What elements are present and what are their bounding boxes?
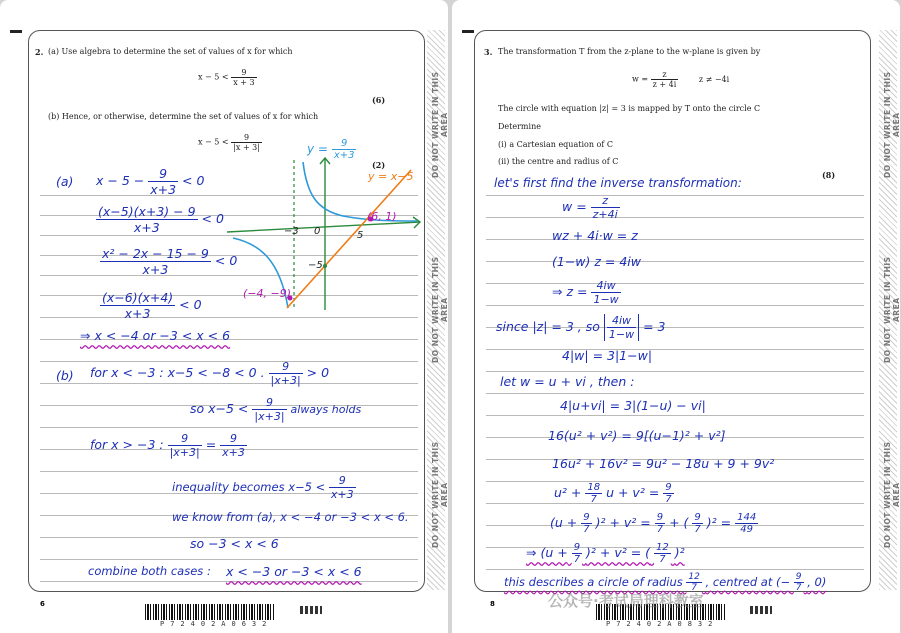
line-label: y = x−5 <box>368 170 414 183</box>
work-b-line6: so −3 < x < 6 <box>190 536 279 551</box>
margin-strip <box>879 30 901 590</box>
question-part-b: (b) Hence, or otherwise, determine the set of values of x for which <box>48 112 319 121</box>
work-b-line3: for x > −3 : $\frac{9}{|x+3|}$ = $\frac{9}{x+3}$ <box>90 432 245 459</box>
registration-mark <box>300 606 322 614</box>
work-3-line0: let's first find the inverse transformation: <box>494 176 742 190</box>
work-3-line5: since |z| = 3 , so $\frac{4iw}{1-w}$ = 3 <box>496 314 666 341</box>
work-3-line6: 4|w| = 3|1−w| <box>562 348 653 363</box>
question-number: 3. <box>484 47 493 57</box>
work-b-line5: we know from (a), x < −4 or −3 < x < 6. <box>172 510 409 524</box>
label-b: (b) <box>56 368 74 383</box>
work-3-line7: let w = u + vi , then : <box>500 374 635 389</box>
point-left-label: (−4, −9) <box>243 287 292 300</box>
work-3-line2: wz + 4i·w = z <box>552 228 638 243</box>
work-3-line9: 16(u² + v²) = 9[(u−1)² + v²] <box>548 428 726 443</box>
work-3-line1: w = $\frac{z}{z+4i}$ <box>562 194 618 221</box>
part-i: (i) a Cartesian equation of C <box>498 140 613 149</box>
label-a: (a) <box>56 174 74 189</box>
margin-warning: DO NOT WRITE IN THIS AREA <box>883 441 901 549</box>
marks-a: (6) <box>372 95 386 105</box>
equation-a: x − 5 < $\frac{9}{x + 3}$ <box>198 68 255 87</box>
x-axis <box>227 222 420 232</box>
y-intercept <box>323 264 327 268</box>
answer-b: x < −3 or −3 < x < 6 <box>226 564 362 579</box>
work-3-line11: u² + $\frac{18}{7}$ u + v² = $\frac{9}{7}$ <box>554 482 672 505</box>
answer-frame-right <box>474 30 871 592</box>
corner-mark <box>10 30 22 33</box>
margin-strip <box>427 30 449 590</box>
margin-warning: DO NOT WRITE IN THIS AREA <box>431 256 449 364</box>
work-3-line3: (1−w) z = 4iw <box>552 254 642 269</box>
margin-warning: DO NOT WRITE IN THIS AREA <box>431 441 449 549</box>
answer-a: ⇒ x < −4 or −3 < x < 6 <box>80 328 231 343</box>
watermark: 公众号·考试局理科教室 <box>548 592 704 610</box>
barcode-text: P72402A0832 <box>606 620 719 628</box>
line-y-x-minus-5 <box>287 170 414 308</box>
work-3-line4: ⇒ z = $\frac{4iw}{1-w}$ <box>552 279 619 306</box>
page-number: 6 <box>40 600 45 608</box>
tick-label: 0 <box>314 226 321 237</box>
page-number: 8 <box>490 600 495 608</box>
question-number: 2. <box>35 47 44 57</box>
work-b-line4: inequality becomes x−5 < $\frac{9}{x+3}$ <box>172 474 354 501</box>
marks-b: (2) <box>372 160 386 170</box>
tick-label: −5 <box>308 260 323 271</box>
work-3-line10: 16u² + 16v² = 9u² − 18u + 9 + 9v² <box>552 456 775 471</box>
work-a-line3: $\frac{\text{x² − 2x − 15 − 9}}{x+3}$ < 0 <box>102 246 238 277</box>
work-3-line8: 4|u+vi| = 3|(1−u) − vi| <box>560 398 706 413</box>
barcode-text: P72402A0632 <box>160 620 273 628</box>
work-3-line12: (u + $\frac{9}{7}$ )² + v² = $\frac{9}{7}$ + ( $\frac{9}{7}$ )² = $\frac{144}{49}$ <box>550 512 757 535</box>
marks: (8) <box>822 170 836 180</box>
curve-label: y = $\frac{9}{x+3}$ <box>307 138 355 161</box>
registration-mark <box>750 606 772 614</box>
transformation-equation: w = $\frac{z}{z + 4i}$ z ≠ −4i <box>632 70 730 89</box>
corner-mark <box>462 30 474 33</box>
margin-warning: DO NOT WRITE IN THIS AREA <box>431 71 449 179</box>
work-a-line2: $\frac{(x-5)(x+3) - 9}{x+3}$ < 0 <box>98 204 224 235</box>
question-part-a: (a) Use algebra to determine the set of values of x for which <box>48 47 293 56</box>
work-b-line2: so x−5 < $\frac{9}{|x+3|}$ always holds <box>190 396 362 423</box>
margin-warning: DO NOT WRITE IN THIS AREA <box>883 256 901 364</box>
barcode <box>145 604 275 620</box>
tick-label: −3 <box>284 226 299 237</box>
work-b-line1: for x < −3 : x−5 < −8 < 0 . $\frac{9}{|x+3|}$ > 0 <box>90 360 330 387</box>
tick-label: 5 <box>357 230 364 241</box>
part-ii: (ii) the centre and radius of C <box>498 157 619 166</box>
question-intro: The transformation T from the z-plane to the w-plane is given by <box>498 47 761 56</box>
work-b-line7: combine both cases : <box>88 564 211 578</box>
circle-statement: The circle with equation |z| = 3 is mapped by T onto the circle C <box>498 104 761 113</box>
equation-b: x − 5 < $\frac{9}{|x + 3|}$ <box>198 133 260 152</box>
work-3-line13: ⇒ (u + $\frac{9}{7}$ )² + v² = ( $\frac{12}{7}$ )² <box>526 542 685 565</box>
point-right-label: (6, 1) <box>367 210 397 223</box>
determine: Determine <box>498 122 541 131</box>
work-a-line1: x − 5 − $\frac{9}{x+3}$ < 0 <box>96 166 205 197</box>
work-3-line14: this describes a circle of radius $\frac{12}{7}$ , centred at (− $\frac{9}{7}$ , 0) <box>504 572 827 593</box>
work-a-line4: $\frac{(x-6)(x+4)}{x+3}$ < 0 <box>102 290 202 321</box>
margin-warning: DO NOT WRITE IN THIS AREA <box>883 71 901 179</box>
